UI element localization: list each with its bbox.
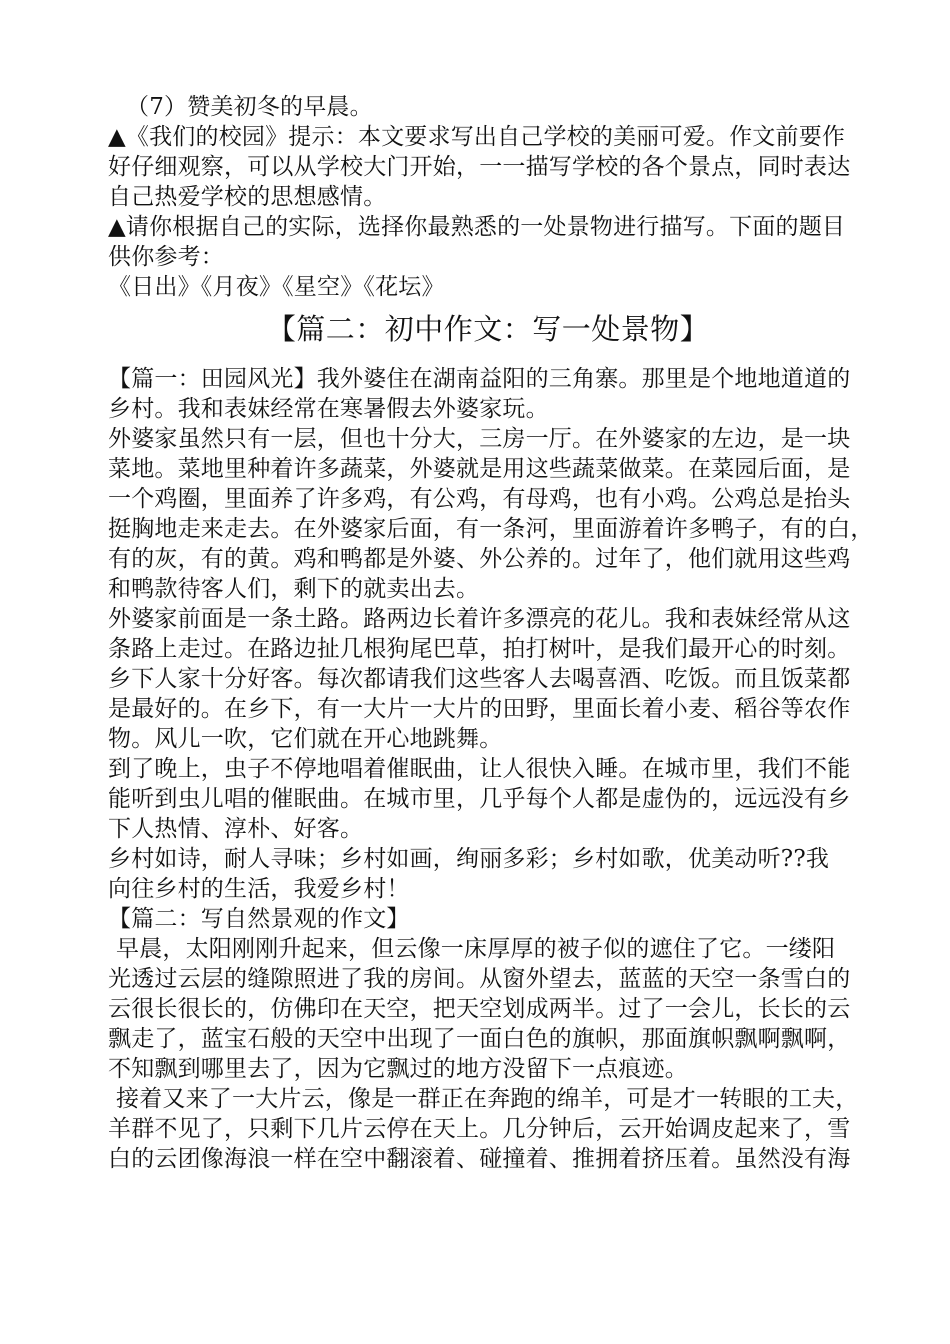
body-line: 物。风儿一吹，它们就在开心地跳舞。 [108, 726, 503, 752]
body-line: 下人热情、淳朴、好客。 [108, 816, 364, 842]
intro-line: ▲《我们的校园》提示：本文要求写出自己学校的美丽可爱。作文前要作 [108, 124, 846, 150]
body-line: 有的灰，有的黄。鸡和鸭都是外婆、外公养的。过年了，他们就用这些鸡 [108, 546, 851, 572]
body-line: 乡下人家十分好客。每次都请我们这些客人去喝喜酒、吃饭。而且饭菜都 [108, 666, 851, 692]
body-line: 光透过云层的缝隙照进了我的房间。从窗外望去，蓝蓝的天空一条雪白的 [108, 966, 851, 992]
body-line: 挺胸地走来走去。在外婆家后面，有一条河，里面游着许多鸭子，有的白， [108, 516, 874, 542]
body-line: 乡村如诗，耐人寻味；乡村如画，绚丽多彩；乡村如歌，优美动听??我 [108, 846, 830, 872]
document-content [108, 92, 874, 1174]
body-line: 能听到虫儿唱的催眠曲。在城市里，几乎每个人都是虚伪的，远远没有乡 [108, 786, 851, 812]
intro-line: 好仔细观察，可以从学校大门开始，一一描写学校的各个景点，同时表达 [108, 154, 851, 180]
body-line: 菜地。菜地里种着许多蔬菜，外婆就是用这些蔬菜做菜。在菜园后面，是 [108, 456, 851, 482]
intro-line: 供你参考： [108, 244, 224, 270]
intro-line: 《日出》《月夜》《星空》《花坛》 [108, 274, 445, 300]
body-line: 是最好的。在乡下，有一大片一大片的田野，里面长着小麦、稻谷等农作 [108, 696, 851, 722]
body-line: 早晨，太阳刚刚升起来，但云像一床厚厚的被子似的遮住了它。一缕阳 [116, 936, 836, 962]
body-line: 外婆家前面是一条土路。路两边长着许多漂亮的花儿。我和表妹经常从这 [108, 606, 851, 632]
body-line: 条路上走过。在路边扯几根狗尾巴草，拍打树叶，是我们最开心的时刻。 [108, 636, 851, 662]
body-line: 乡村。我和表妹经常在寒暑假去外婆家玩。 [108, 396, 549, 422]
body-line: 不知飘到哪里去了，因为它飘过的地方没留下一点痕迹。 [108, 1056, 688, 1082]
page-title: 【篇二：初中作文：写一处景物】 [266, 312, 710, 346]
body-line: 云很长很长的，仿佛印在天空，把天空划成两半。过了一会儿，长长的云 [108, 996, 851, 1022]
intro-line: （7）赞美初冬的早晨。 [126, 94, 373, 120]
body-line: 外婆家虽然只有一层，但也十分大，三房一厅。在外婆家的左边，是一块 [108, 426, 851, 452]
body-line: 到了晚上，虫子不停地唱着催眠曲，让人很快入睡。在城市里，我们不能 [108, 756, 851, 782]
body-line: 羊群不见了，只剩下几片云停在天上。几分钟后，云开始调皮起来了，雪 [108, 1116, 851, 1142]
intro-line: ▲请你根据自己的实际，选择你最熟悉的一处景物进行描写。下面的题目 [108, 214, 846, 240]
body-line: 和鸭款待客人们，剩下的就卖出去。 [108, 576, 480, 602]
body-line: 向往乡村的生活，我爱乡村！ [108, 876, 410, 902]
body-line: 白的云团像海浪一样在空中翻滚着、碰撞着、推拥着挤压着。虽然没有海 [108, 1146, 851, 1172]
section-heading: 【篇二：写自然景观的作文】 [108, 906, 410, 932]
body-line: 接着又来了一大片云，像是一群正在奔跑的绵羊，可是才一转眼的工夫， [116, 1086, 859, 1112]
body-line: 飘走了，蓝宝石般的天空中出现了一面白色的旗帜，那面旗帜飘啊飘啊， [108, 1026, 851, 1052]
body-line: 一个鸡圈，里面养了许多鸡，有公鸡，有母鸡，也有小鸡。公鸡总是抬头 [108, 486, 851, 512]
intro-line: 自己热爱学校的思想感情。 [108, 184, 387, 210]
body-line: 【篇一：田园风光】我外婆住在湖南益阳的三角寨。那里是个地地道道的 [108, 366, 851, 392]
